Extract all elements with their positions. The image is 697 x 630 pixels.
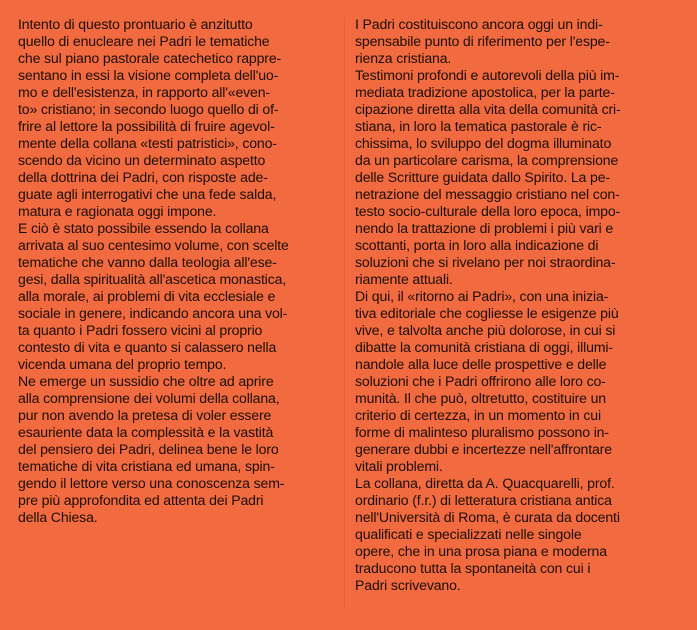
- right-column-line: munità. Il che può, oltretutto, costituire un: [355, 390, 606, 406]
- right-column-line: riamente attuali.: [355, 271, 453, 287]
- right-column-line: delle Scritture guidata dallo Spirito. La pe-: [355, 169, 610, 185]
- right-column-line: generare dubbi e incertezze nell'affrontare: [355, 441, 612, 457]
- right-column-line: nell'Università di Roma, è curata da docenti: [355, 509, 620, 525]
- left-column-line: alla comprensione dei volumi della collana,: [18, 390, 280, 406]
- left-column-line: alla morale, ai problemi di vita ecclesiale e: [18, 288, 276, 304]
- left-column-line: sociale in genere, indicando ancora una vol-: [18, 305, 288, 321]
- right-column-line: da un particolare carisma, la comprensione: [355, 152, 619, 168]
- right-column-line: forme di malinteso pluralismo possono in-: [355, 424, 609, 440]
- left-column-line: che sul piano pastorale catechetico rappre-: [18, 50, 282, 66]
- right-column-line: Di qui, il «ritorno ai Padri», con una inizia-: [355, 288, 609, 304]
- right-column-line: netrazione del messaggio cristiano nel con-: [355, 186, 620, 202]
- right-column-line: La collana, diretta da A. Quacquarelli, prof.: [355, 475, 615, 491]
- right-column-line: scottanti, porta in loro alla indicazione di: [355, 237, 599, 253]
- left-column-line: tematiche che vanno dalla teologia all'ese-: [18, 254, 277, 270]
- left-column-line: ta quanto i Padri fossero vicini al proprio: [18, 322, 263, 338]
- right-column-line: stiana, in loro la tematica pastorale è ric-: [355, 118, 602, 134]
- left-column-line: esauriente data la complessità e la vastità: [18, 424, 274, 440]
- right-column-line: tiva editoriale che cogliesse le esigenze più: [355, 305, 619, 321]
- left-column-line: gendo il lettore verso una conoscenza sem-: [18, 475, 285, 491]
- left-column-line: tematiche di vita cristiana ed umana, spin-: [18, 458, 275, 474]
- right-column-line: vive, e talvolta anche più dolorose, in cui si: [355, 322, 616, 338]
- right-column-line: spensabile punto di riferimento per l'espe-: [355, 33, 610, 49]
- right-column-line: cipazione diretta alla vita della comunità cri-: [355, 101, 621, 117]
- right-column-line: Testimoni profondi e autorevoli della più im-: [355, 67, 620, 83]
- left-column-line: vicenda umana del proprio tempo.: [18, 356, 227, 372]
- right-column-line: nandole alla luce delle prospettive e delle: [355, 356, 607, 372]
- right-column-line: soluzioni che si rivelano per noi straordina-: [355, 254, 616, 270]
- right-column-line: soluzioni che i Padri offrirono alle loro co-: [355, 373, 606, 389]
- right-column-line: traducono tutta la spontaneità con cui i: [355, 560, 591, 576]
- left-column-line: mo e dell'esistenza, in rapporto all'«even-: [18, 84, 270, 100]
- left-column-line: Intento di questo prontuario è anzitutto: [18, 16, 253, 32]
- right-column-line: mediata tradizione apostolica, per la parte-: [355, 84, 615, 100]
- left-column-line: E ciò è stato possibile essendo la collana: [18, 220, 269, 236]
- left-column-line: gesi, dalla spiritualità all'ascetica monastica,: [18, 271, 287, 287]
- left-column-line: del pensiero dei Padri, delinea bene le loro: [18, 441, 279, 457]
- left-column-line: arrivata al suo centesimo volume, con scelte: [18, 237, 289, 253]
- left-column-line: frire al lettore la possibilità di fruire agevol-: [18, 118, 275, 134]
- left-column-line: scendo da vicino un determinato aspetto: [18, 152, 266, 168]
- left-column-line: matura e ragionata oggi impone.: [18, 203, 217, 219]
- right-column-line: rienza cristiana.: [355, 50, 452, 66]
- right-text-column: [355, 16, 690, 594]
- right-column-line: testo socio-culturale della loro epoca, impo-: [355, 203, 621, 219]
- left-column-line: pur non avendo la pretesa di voler essere: [18, 407, 272, 423]
- left-column-line: Ne emerge un sussidio che oltre ad aprire: [18, 373, 274, 389]
- right-column-line: ordinario (f.r.) di letteratura cristiana antica: [355, 492, 612, 508]
- right-column-line: I Padri costituiscono ancora oggi un indi-: [355, 16, 603, 32]
- left-column-line: quello di enucleare nei Padri le tematiche: [18, 33, 270, 49]
- right-column-line: nendo la trattazione di problemi i più vari e: [355, 220, 614, 236]
- right-column-line: criterio di certezza, in un momento in cui: [355, 407, 601, 423]
- left-column-line: guate agli interrogativi che una fede salda,: [18, 186, 277, 202]
- left-column-line: della Chiesa.: [18, 509, 98, 525]
- left-column-line: to» cristiano; in secondo luogo quello di of-: [18, 101, 279, 117]
- right-column-line: Padri scrivevano.: [355, 577, 461, 593]
- left-column-line: mente della collana «testi patristici», cono-: [18, 135, 277, 151]
- left-column-line: della dottrina dei Padri, con risposte ade-: [18, 169, 268, 185]
- right-column-line: chissima, lo sviluppo del dogma illuminato: [355, 135, 612, 151]
- left-column-line: pre più approfondita ed attenta dei Padri: [18, 492, 264, 508]
- left-text-column: [18, 16, 353, 526]
- left-column-line: sentano in essi la visione completa dell'uo-: [18, 67, 279, 83]
- right-column-line: vitali problemi.: [355, 458, 443, 474]
- right-column-line: opere, che in una prosa piana e moderna: [355, 543, 607, 559]
- right-column-line: dibatte la comunità cristiana di oggi, illumi-: [355, 339, 613, 355]
- left-column-line: contesto di vita e quanto si calassero nella: [18, 339, 277, 355]
- right-column-line: qualificati e specializzati nelle singole: [355, 526, 582, 542]
